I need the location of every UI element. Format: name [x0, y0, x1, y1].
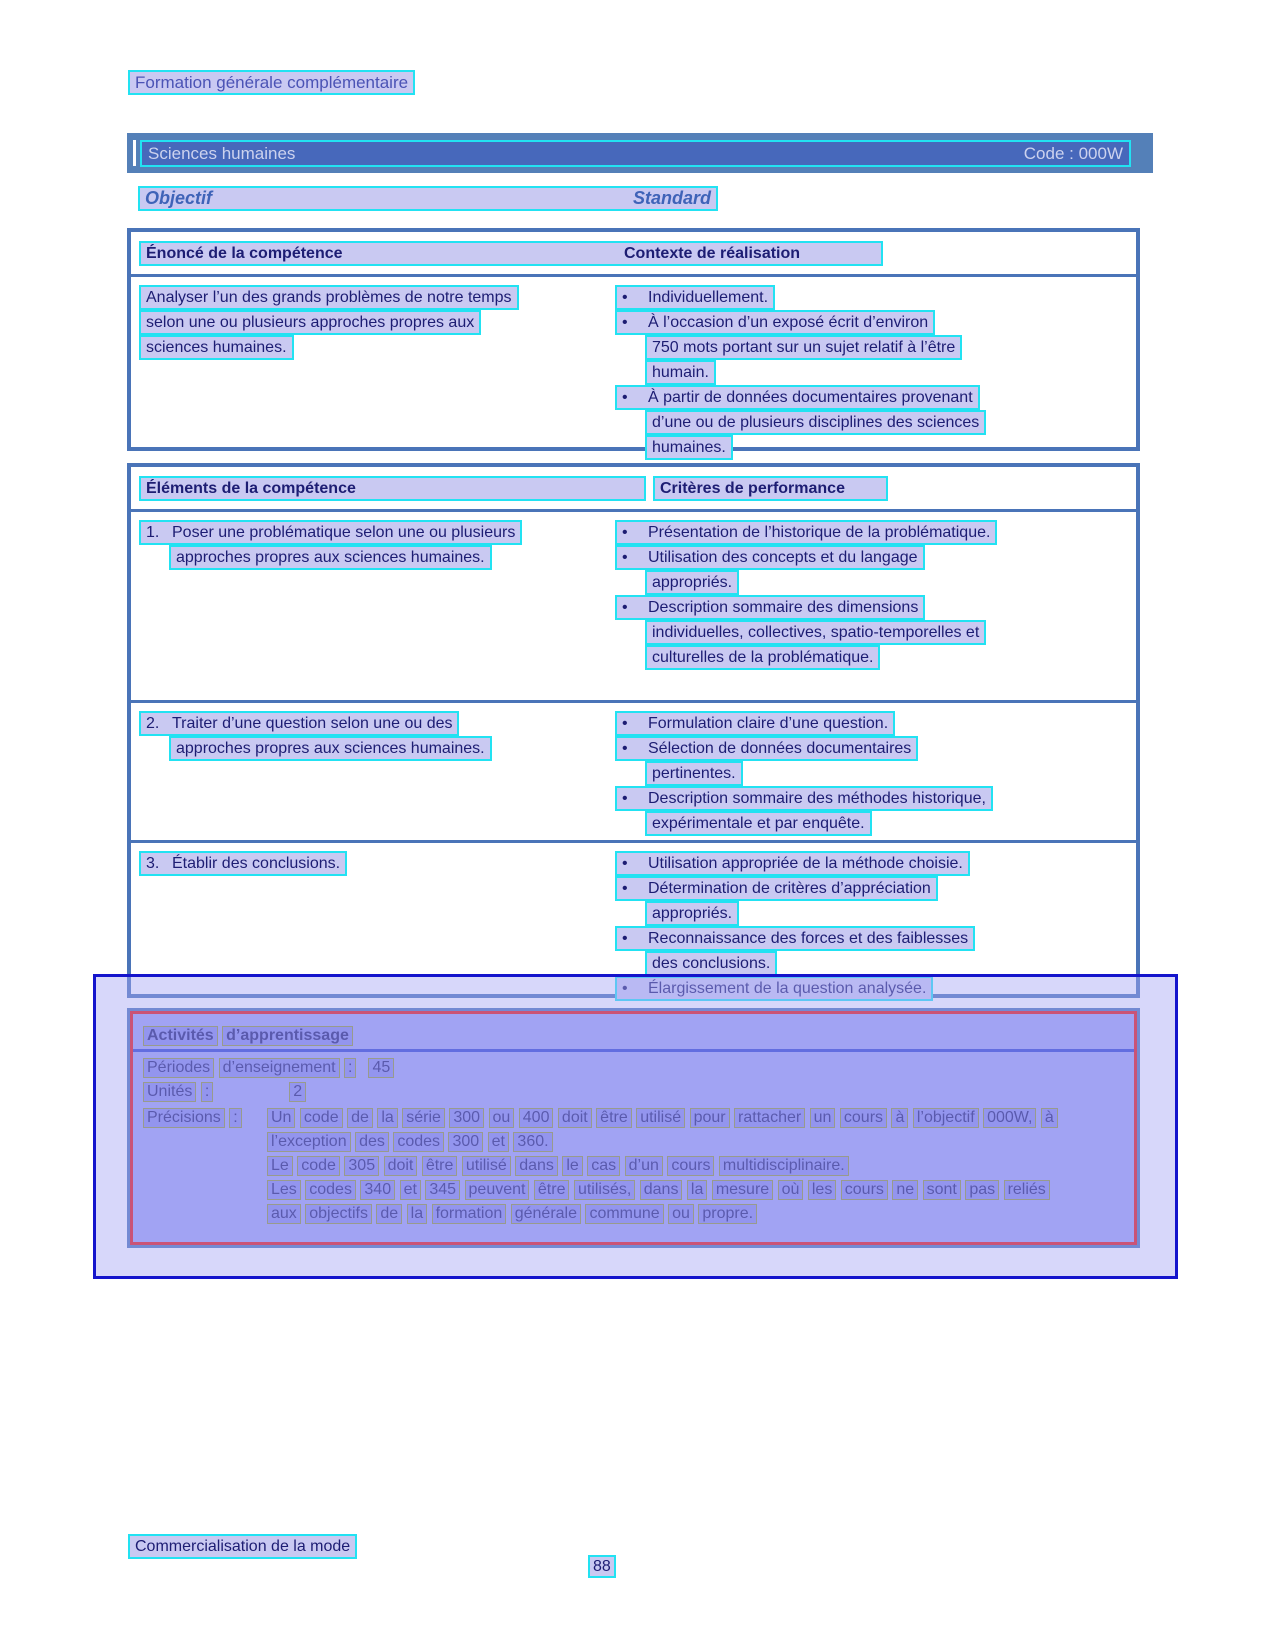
criteria-bullet: • Formulation claire d’une question.	[615, 711, 1136, 736]
objectif-standard-row	[138, 186, 718, 211]
units-label: Unités :	[143, 1083, 213, 1100]
competence-row	[131, 277, 1136, 464]
criteria-bullet: • Reconnaissance des forces et des faiblesses des conclusions.	[615, 926, 1136, 976]
element-statement: 3. Établir des conclusions.	[131, 851, 615, 1001]
criteria-bullet: • Sélection de données documentaires pertinentes.	[615, 736, 1136, 786]
precisions-line: Un code de la série 300 ou 400 doit être utilisé pour rattacher un cours à l’objectif 000W, à	[267, 1108, 1124, 1132]
elements-table	[127, 463, 1140, 998]
competence-statement	[131, 285, 615, 460]
activities-red-box	[130, 1011, 1137, 1245]
competence-context	[615, 285, 1136, 460]
footer-program-text: Commercialisation de la mode	[128, 1534, 357, 1559]
statement-line: Analyser l’un des grands problèmes de notre temps	[139, 285, 519, 310]
element-row-2	[131, 700, 1136, 840]
criteria-bullet: • Détermination de critères d’appréciation appropriés.	[615, 876, 1136, 926]
criteria-bullet: • Description sommaire des méthodes historique, expérimentale et par enquête.	[615, 786, 1136, 836]
header-elements: Éléments de la compétence	[139, 476, 646, 501]
precisions-content	[267, 1108, 1124, 1228]
units-row	[143, 1082, 1124, 1106]
standard-label: Standard	[632, 188, 711, 208]
statement-line: sciences humaines.	[139, 335, 294, 360]
criteria-bullet: • Utilisation appropriée de la méthode choisie.	[615, 851, 1136, 876]
performance-criteria	[615, 711, 1136, 836]
element-statement: 1. Poser une problématique selon une ou plusieurs approches propres aux sciences humaines.	[131, 520, 615, 696]
performance-criteria	[615, 520, 1136, 696]
footer-program	[128, 1534, 357, 1559]
precisions-label: Précisions :	[143, 1108, 267, 1228]
subject-header-box	[140, 140, 1131, 167]
header-contexte: Contexte de réalisation	[624, 245, 801, 262]
objectif-standard-box	[138, 186, 718, 211]
statement-line: selon une ou plusieurs approches propres aux	[139, 310, 481, 335]
subject-title: Sciences humaines	[148, 143, 296, 163]
precisions-line: Les codes 340 et 345 peuvent être utilisés, dans la mesure où les cours ne sont pas reliés	[267, 1180, 1124, 1204]
element-row-3	[131, 840, 1136, 1005]
precisions-line: Le code 305 doit être utilisé dans le cas d’un cours multidisciplinaire.	[267, 1156, 1124, 1180]
periods-row	[143, 1058, 1124, 1082]
context-bullet: • Individuellement.	[615, 285, 1136, 310]
activities-table	[127, 1008, 1140, 1248]
activities-title: Activités d’apprentissage	[133, 1022, 1134, 1052]
periods-label: Périodes d’enseignement :	[143, 1059, 356, 1076]
performance-criteria	[615, 851, 1136, 1001]
precisions-line: l’exception des codes 300 et 360.	[267, 1132, 1124, 1156]
context-bullet: • À partir de données documentaires provenant d’une ou de plusieurs disciplines des sciences humaines.	[615, 385, 1136, 460]
criteria-bullet: • Description sommaire des dimensions individuelles, collectives, spatio-temporelles et culturelles de la problématique.	[615, 595, 1136, 670]
criteria-bullet: • Utilisation des concepts et du langage appropriés.	[615, 545, 1136, 595]
page-title	[128, 70, 415, 95]
subject-header-bar	[127, 133, 1153, 173]
competence-table-header	[131, 232, 1136, 277]
page-title-text: Formation générale complémentaire	[128, 70, 415, 95]
header-criteres: Critères de performance	[653, 476, 888, 501]
periods-value: 45	[368, 1058, 394, 1078]
page-number	[588, 1555, 616, 1578]
units-value: 2	[289, 1082, 306, 1102]
objectif-label: Objectif	[145, 188, 213, 208]
context-bullet: • À l’occasion d’un exposé écrit d’environ 750 mots portant sur un sujet relatif à l’être humain.	[615, 310, 1136, 385]
elements-table-header	[131, 467, 1136, 512]
element-row-1	[131, 512, 1136, 700]
competence-table	[127, 228, 1140, 456]
precisions-row	[143, 1108, 1124, 1228]
subject-code: Code : 000W	[1023, 143, 1123, 163]
criteria-bullet: • Élargissement de la question analysée.	[615, 976, 1136, 1001]
element-statement: 2. Traiter d’une question selon une ou des approches propres aux sciences humaines.	[131, 711, 615, 836]
competence-header-box	[139, 241, 883, 266]
page-number-text: 88	[588, 1555, 616, 1578]
bar-left-tick	[133, 140, 136, 166]
precisions-line: aux objectifs de la formation générale commune ou propre.	[267, 1204, 1124, 1228]
header-enonce: Énoncé de la compétence	[146, 245, 343, 262]
criteria-bullet: • Présentation de l’historique de la problématique.	[615, 520, 1136, 545]
